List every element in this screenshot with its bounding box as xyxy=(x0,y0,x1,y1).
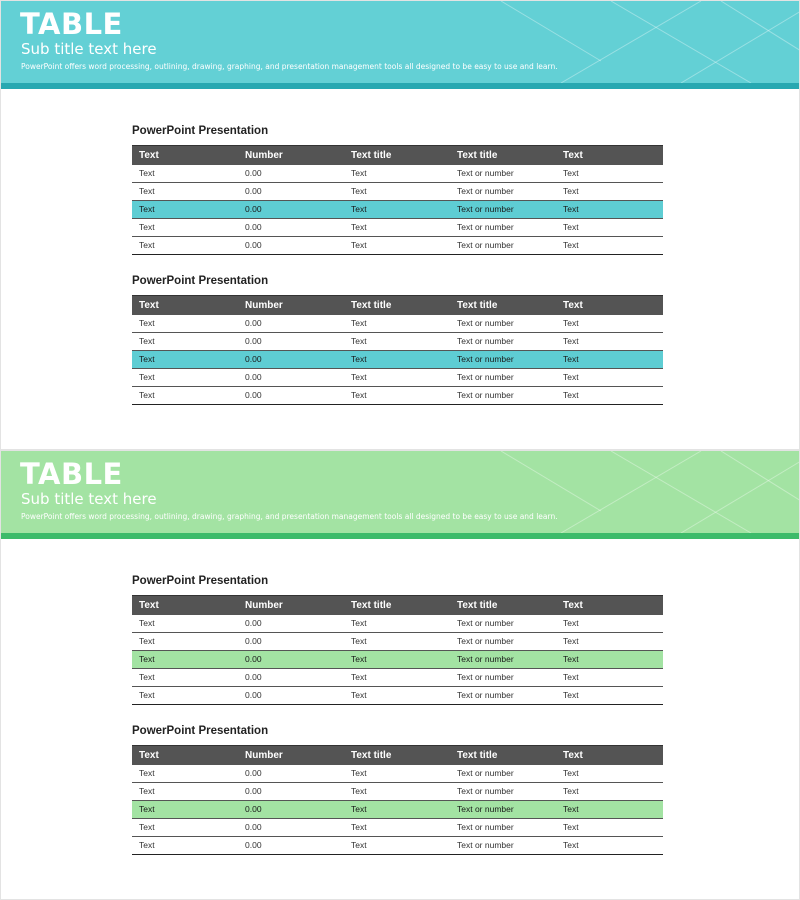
table-cell: 0.00 xyxy=(238,315,344,333)
table-cell: 0.00 xyxy=(238,387,344,405)
table-cell: 0.00 xyxy=(238,237,344,255)
table-cell: Text xyxy=(132,669,238,687)
table-cell: Text xyxy=(556,219,663,237)
table-cell: Text xyxy=(344,351,450,369)
banner-accent-line xyxy=(1,83,800,89)
table-row xyxy=(132,669,663,687)
table-cell: Text or number xyxy=(450,315,556,333)
table-cell: Text or number xyxy=(450,615,556,633)
table-cell: Text or number xyxy=(450,219,556,237)
banner-accent-line xyxy=(1,533,800,539)
table-header-cell: Text xyxy=(556,746,663,766)
table-cell: Text xyxy=(344,837,450,855)
table-cell: Text xyxy=(344,687,450,705)
table-header-cell: Number xyxy=(238,746,344,766)
table-cell: Text or number xyxy=(450,819,556,837)
table-cell: Text xyxy=(132,633,238,651)
table-block xyxy=(132,124,663,255)
table-cell: Text xyxy=(132,387,238,405)
table-header-row xyxy=(132,746,663,766)
table-header-cell: Text xyxy=(556,146,663,166)
table-cell: Text xyxy=(344,633,450,651)
table-row xyxy=(132,165,663,183)
slide-title: TABLE xyxy=(20,457,123,491)
table-cell: 0.00 xyxy=(238,333,344,351)
table-row xyxy=(132,615,663,633)
table-header-cell: Text title xyxy=(450,746,556,766)
table-cell: Text xyxy=(344,183,450,201)
table-cell: Text or number xyxy=(450,687,556,705)
table-cell: Text xyxy=(132,315,238,333)
table-cell: Text xyxy=(556,615,663,633)
table-cell: Text or number xyxy=(450,801,556,819)
table-cell: Text xyxy=(132,237,238,255)
table-cell: Text xyxy=(344,333,450,351)
table-cell: Text xyxy=(132,615,238,633)
table-header-cell: Text xyxy=(132,146,238,166)
table-row xyxy=(132,315,663,333)
table-header-cell: Text xyxy=(132,746,238,766)
table-row xyxy=(132,837,663,855)
data-table xyxy=(132,145,663,255)
table-cell: Text xyxy=(556,165,663,183)
table-cell: Text xyxy=(556,687,663,705)
table-cell: Text or number xyxy=(450,201,556,219)
table-cell: 0.00 xyxy=(238,183,344,201)
table-cell: Text xyxy=(344,219,450,237)
table-header-cell: Text xyxy=(132,296,238,316)
table-header-row xyxy=(132,596,663,616)
table-cell: Text or number xyxy=(450,783,556,801)
table-cell: 0.00 xyxy=(238,819,344,837)
table-cell: Text xyxy=(344,237,450,255)
table-cell: Text xyxy=(556,387,663,405)
table-cell: Text xyxy=(132,687,238,705)
table-header-row xyxy=(132,146,663,166)
table-cell: Text xyxy=(344,369,450,387)
table-row xyxy=(132,387,663,405)
table-cell: 0.00 xyxy=(238,651,344,669)
table-row xyxy=(132,369,663,387)
table-cell: Text or number xyxy=(450,369,556,387)
table-cell: 0.00 xyxy=(238,615,344,633)
table-cell: Text xyxy=(344,315,450,333)
table-header-cell: Text title xyxy=(450,596,556,616)
table-header-cell: Text xyxy=(556,596,663,616)
table-cell: Text xyxy=(344,615,450,633)
table-cell: Text xyxy=(556,819,663,837)
table-cell: Text or number xyxy=(450,333,556,351)
table-header-cell: Text title xyxy=(450,146,556,166)
table-cell: Text or number xyxy=(450,651,556,669)
table-header-cell: Text title xyxy=(344,596,450,616)
table-cell: 0.00 xyxy=(238,687,344,705)
table-cell: Text xyxy=(132,651,238,669)
table-header-cell: Text title xyxy=(344,296,450,316)
table-cell: 0.00 xyxy=(238,201,344,219)
slide-header-banner xyxy=(1,451,800,533)
table-caption: PowerPoint Presentation xyxy=(132,575,269,587)
slide-description: PowerPoint offers word processing, outlining, drawing, graphing, and presentation management tools all designed to be easy to use and learn. xyxy=(21,62,558,71)
table-cell: Text xyxy=(556,333,663,351)
table-cell: Text xyxy=(556,837,663,855)
table-cell: Text xyxy=(132,783,238,801)
slide-title: TABLE xyxy=(20,7,123,41)
table-row-highlighted xyxy=(132,351,663,369)
table-cell: Text xyxy=(132,765,238,783)
table-cell: Text xyxy=(132,333,238,351)
table-header-row xyxy=(132,296,663,316)
table-cell: Text xyxy=(556,765,663,783)
table-row xyxy=(132,237,663,255)
table-cell: Text xyxy=(344,387,450,405)
table-cell: 0.00 xyxy=(238,219,344,237)
table-cell: Text xyxy=(132,219,238,237)
table-caption: PowerPoint Presentation xyxy=(132,725,269,737)
table-cell: Text or number xyxy=(450,633,556,651)
table-cell: Text or number xyxy=(450,183,556,201)
table-cell: Text or number xyxy=(450,387,556,405)
table-cell: Text xyxy=(344,819,450,837)
table-header-cell: Number xyxy=(238,296,344,316)
slide-subtitle: Sub title text here xyxy=(21,490,157,508)
data-table xyxy=(132,295,663,405)
table-cell: Text xyxy=(556,669,663,687)
table-row xyxy=(132,819,663,837)
table-header-cell: Text title xyxy=(344,746,450,766)
slide-subtitle: Sub title text here xyxy=(21,40,157,58)
slide-green xyxy=(0,450,800,900)
table-header-cell: Number xyxy=(238,146,344,166)
table-cell: Text or number xyxy=(450,765,556,783)
table-cell: Text xyxy=(132,165,238,183)
table-cell: Text xyxy=(132,801,238,819)
table-cell: 0.00 xyxy=(238,765,344,783)
table-cell: Text xyxy=(556,633,663,651)
table-header-cell: Text title xyxy=(450,296,556,316)
slide-header-banner xyxy=(1,1,800,83)
table-cell: Text xyxy=(344,651,450,669)
table-cell: Text xyxy=(556,369,663,387)
table-cell: Text xyxy=(556,183,663,201)
table-cell: Text xyxy=(132,201,238,219)
table-cell: Text xyxy=(344,783,450,801)
table-cell: 0.00 xyxy=(238,369,344,387)
table-cell: 0.00 xyxy=(238,837,344,855)
table-cell: 0.00 xyxy=(238,783,344,801)
table-cell: Text or number xyxy=(450,237,556,255)
table-header-cell: Text title xyxy=(344,146,450,166)
table-cell: Text xyxy=(344,669,450,687)
table-caption: PowerPoint Presentation xyxy=(132,275,269,287)
table-cell: Text or number xyxy=(450,669,556,687)
table-cell: Text xyxy=(556,801,663,819)
table-row xyxy=(132,333,663,351)
table-cell: 0.00 xyxy=(238,165,344,183)
table-cell: 0.00 xyxy=(238,633,344,651)
table-cell: Text or number xyxy=(450,351,556,369)
table-header-cell: Text xyxy=(556,296,663,316)
table-header-cell: Number xyxy=(238,596,344,616)
table-row xyxy=(132,219,663,237)
data-table xyxy=(132,595,663,705)
table-cell: Text or number xyxy=(450,165,556,183)
table-cell: Text xyxy=(556,315,663,333)
table-cell: Text xyxy=(132,369,238,387)
table-cell: 0.00 xyxy=(238,669,344,687)
table-cell: Text xyxy=(556,351,663,369)
table-cell: Text xyxy=(556,201,663,219)
table-block xyxy=(132,724,663,855)
table-cell: Text or number xyxy=(450,837,556,855)
table-block xyxy=(132,574,663,705)
table-row xyxy=(132,765,663,783)
table-caption: PowerPoint Presentation xyxy=(132,125,269,137)
table-cell: 0.00 xyxy=(238,801,344,819)
table-row-highlighted xyxy=(132,651,663,669)
table-row xyxy=(132,633,663,651)
table-cell: Text xyxy=(556,237,663,255)
table-cell: Text xyxy=(132,351,238,369)
table-cell: Text xyxy=(132,819,238,837)
slide-description: PowerPoint offers word processing, outlining, drawing, graphing, and presentation management tools all designed to be easy to use and learn. xyxy=(21,512,558,521)
table-cell: Text xyxy=(344,165,450,183)
table-cell: Text xyxy=(132,183,238,201)
table-row-highlighted xyxy=(132,201,663,219)
table-row xyxy=(132,687,663,705)
table-cell: Text xyxy=(132,837,238,855)
table-cell: Text xyxy=(556,783,663,801)
table-block xyxy=(132,274,663,405)
table-cell: Text xyxy=(344,801,450,819)
table-cell: Text xyxy=(344,765,450,783)
data-table xyxy=(132,745,663,855)
table-cell: Text xyxy=(344,201,450,219)
table-cell: 0.00 xyxy=(238,351,344,369)
table-row xyxy=(132,183,663,201)
table-cell: Text xyxy=(556,651,663,669)
table-row-highlighted xyxy=(132,801,663,819)
table-row xyxy=(132,783,663,801)
table-header-cell: Text xyxy=(132,596,238,616)
